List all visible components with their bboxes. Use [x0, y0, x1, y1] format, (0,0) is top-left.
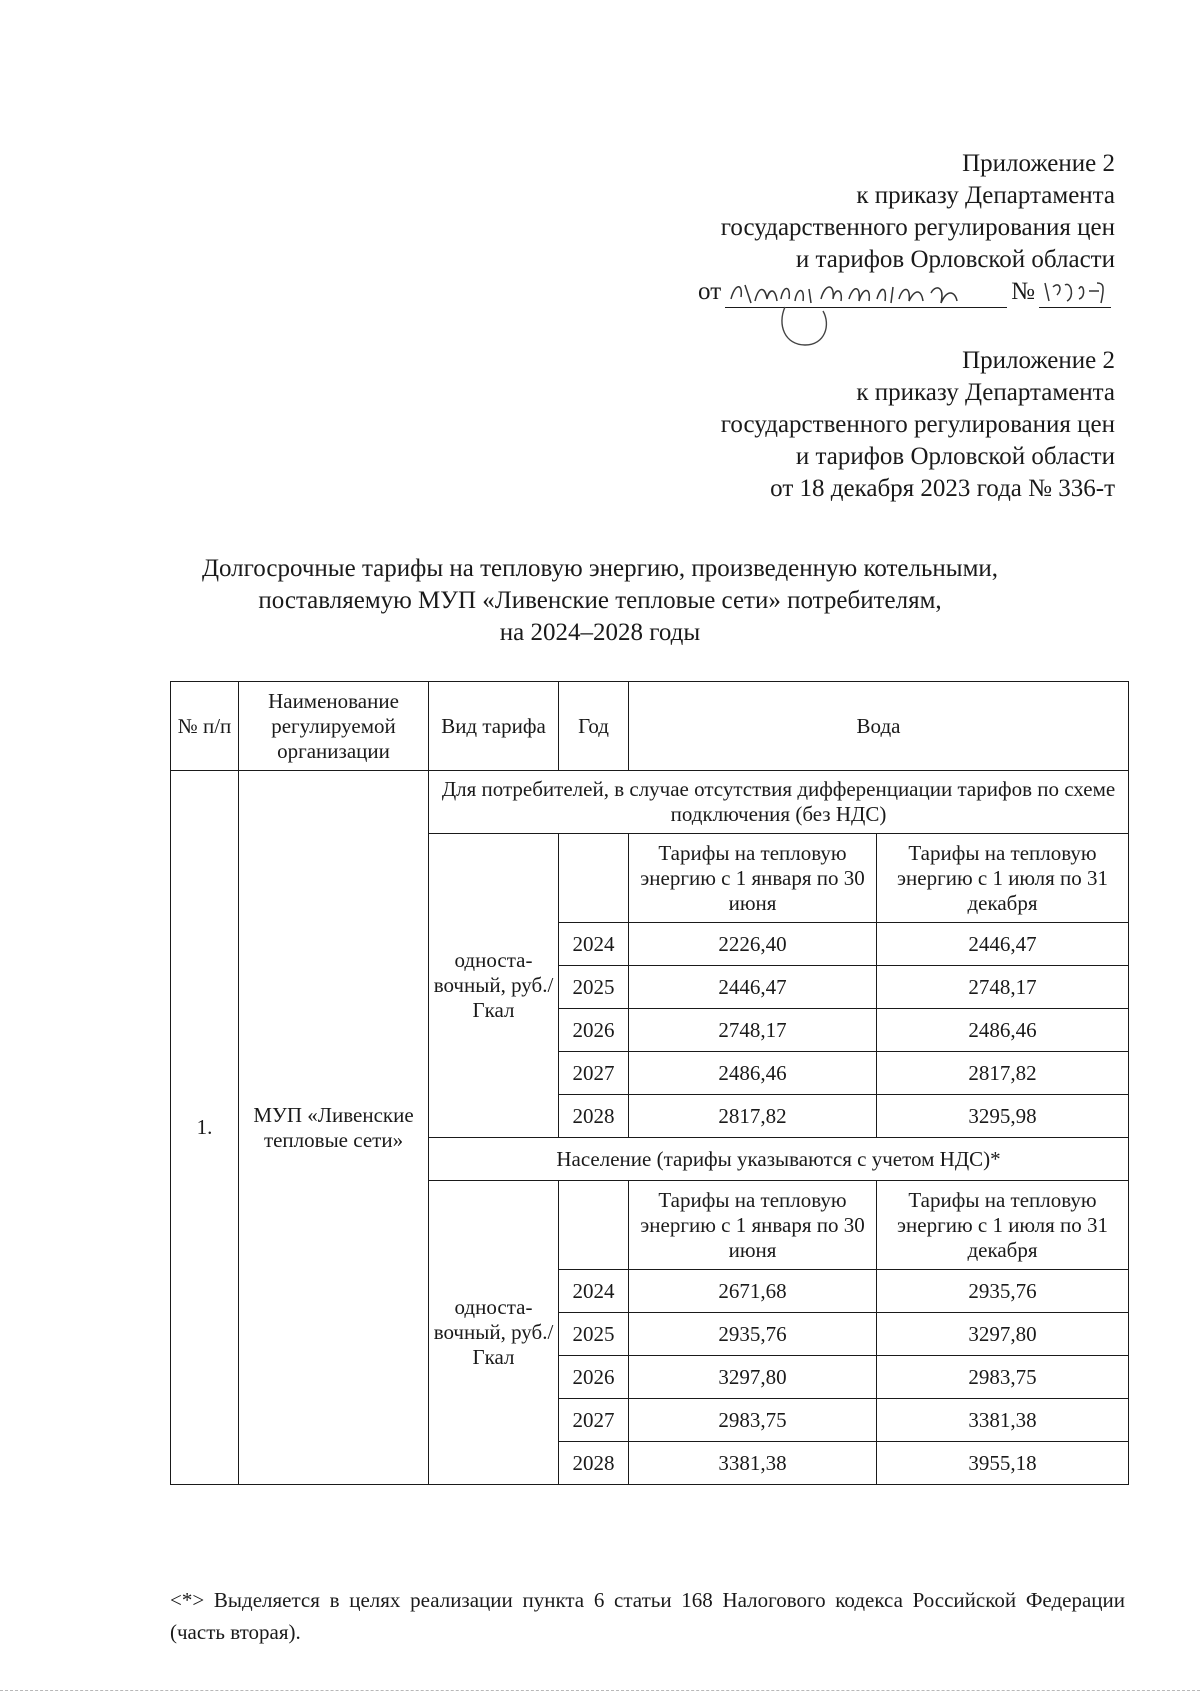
year-empty — [559, 1181, 629, 1270]
tariff-h2: 3955,18 — [877, 1442, 1129, 1485]
year-cell: 2028 — [559, 1442, 629, 1485]
year-cell: 2026 — [559, 1009, 629, 1052]
appendix-line-2: государственного регулирования цен — [720, 214, 1115, 241]
year-cell: 2024 — [559, 923, 629, 966]
col-header-h2: Тарифы на тепловую энергию с 1 июля по 31 декабря — [877, 1181, 1129, 1270]
tariff-h2: 2935,76 — [877, 1270, 1129, 1313]
handwritten-order-number — [1039, 277, 1111, 308]
tariff-h2: 2446,47 — [877, 923, 1129, 966]
handwritten-date-signature — [725, 277, 1007, 308]
tariff-h2: 3381,38 — [877, 1399, 1129, 1442]
tariff-h2: 3295,98 — [877, 1095, 1129, 1138]
tariff-h2: 2983,75 — [877, 1356, 1129, 1399]
organization-name: МУП «Ливенские тепловые сети» — [239, 771, 429, 1485]
year-empty — [559, 834, 629, 923]
order-line: от 18 декабря 2023 года № 336-т — [770, 475, 1115, 502]
order-date-line — [595, 276, 1115, 308]
appendix-line-3: и тарифов Орловской области — [795, 443, 1115, 470]
tariff-h1: 3297,80 — [629, 1356, 877, 1399]
tariff-h1: 2486,46 — [629, 1052, 877, 1095]
tariff-h1: 2446,47 — [629, 966, 877, 1009]
tariff-h1: 2817,82 — [629, 1095, 877, 1138]
tariff-type: односта-вочный, руб./Гкал — [429, 834, 559, 1138]
col-header-h2: Тарифы на тепловую энергию с 1 июля по 31 декабря — [877, 834, 1129, 923]
title-line-3: на 2024–2028 годы — [499, 619, 701, 646]
tariff-h1: 2935,76 — [629, 1313, 877, 1356]
row-number: 1. — [171, 771, 239, 1485]
number-sign: № — [1011, 278, 1035, 305]
tariff-h1: 2226,40 — [629, 923, 877, 966]
year-cell: 2026 — [559, 1356, 629, 1399]
tariff-type: односта-вочный, руб./Гкал — [429, 1181, 559, 1485]
appendix-previous-header — [595, 345, 1115, 505]
year-cell: 2027 — [559, 1399, 629, 1442]
year-cell: 2028 — [559, 1095, 629, 1138]
header-tariff-type: Вид тарифа — [429, 682, 559, 771]
footnote: <*> Выделяется в целях реализации пункта 6 статьи 168 Налогового кодекса Российской Федерации (часть вторая). — [170, 1588, 1125, 1644]
appendix-line-1: к приказу Департамента — [856, 379, 1115, 406]
header-year: Год — [559, 682, 629, 771]
section-row — [171, 771, 1129, 834]
appendix-line-1: к приказу Департамента — [856, 182, 1115, 209]
appendix-title: Приложение 2 — [962, 347, 1115, 374]
year-cell: 2027 — [559, 1052, 629, 1095]
header-num: № п/п — [171, 682, 239, 771]
document-title — [100, 553, 1100, 649]
section-title: Для потребителей, в случае отсутствия дифференциации тарифов по схеме подключения (без НДС) — [429, 771, 1129, 834]
tariff-h1: 2983,75 — [629, 1399, 877, 1442]
tariff-h2: 2748,17 — [877, 966, 1129, 1009]
appendix-current-header — [595, 148, 1115, 308]
section-title: Население (тарифы указываются с учетом НДС)* — [429, 1138, 1129, 1181]
appendix-title: Приложение 2 — [962, 150, 1115, 177]
appendix-line-2: государственного регулирования цен — [720, 411, 1115, 438]
title-line-1: Долгосрочные тарифы на тепловую энергию, произведенную котельными, — [201, 555, 999, 582]
tariff-h2: 3297,80 — [877, 1313, 1129, 1356]
year-cell: 2024 — [559, 1270, 629, 1313]
scan-edge-line — [0, 1690, 1200, 1694]
year-cell: 2025 — [559, 966, 629, 1009]
title-line-2: поставляемую МУП «Ливенские тепловые сети» потребителям, — [258, 587, 942, 614]
col-header-h1: Тарифы на тепловую энергию с 1 января по 30 июня — [629, 1181, 877, 1270]
date-prefix: от — [698, 278, 722, 305]
tariff-h1: 3381,38 — [629, 1442, 877, 1485]
year-cell: 2025 — [559, 1313, 629, 1356]
tariff-h2: 2486,46 — [877, 1009, 1129, 1052]
tariff-h1: 2671,68 — [629, 1270, 877, 1313]
tariff-h2: 2817,82 — [877, 1052, 1129, 1095]
appendix-line-3: и тарифов Орловской области — [795, 246, 1115, 273]
header-water: Вода — [629, 682, 1129, 771]
tariff-table — [170, 681, 1129, 1485]
col-header-h1: Тарифы на тепловую энергию с 1 января по 30 июня — [629, 834, 877, 923]
header-organization: Наименование регулируемой организации — [239, 682, 429, 771]
table-header-row — [171, 682, 1129, 771]
tariff-h1: 2748,17 — [629, 1009, 877, 1052]
